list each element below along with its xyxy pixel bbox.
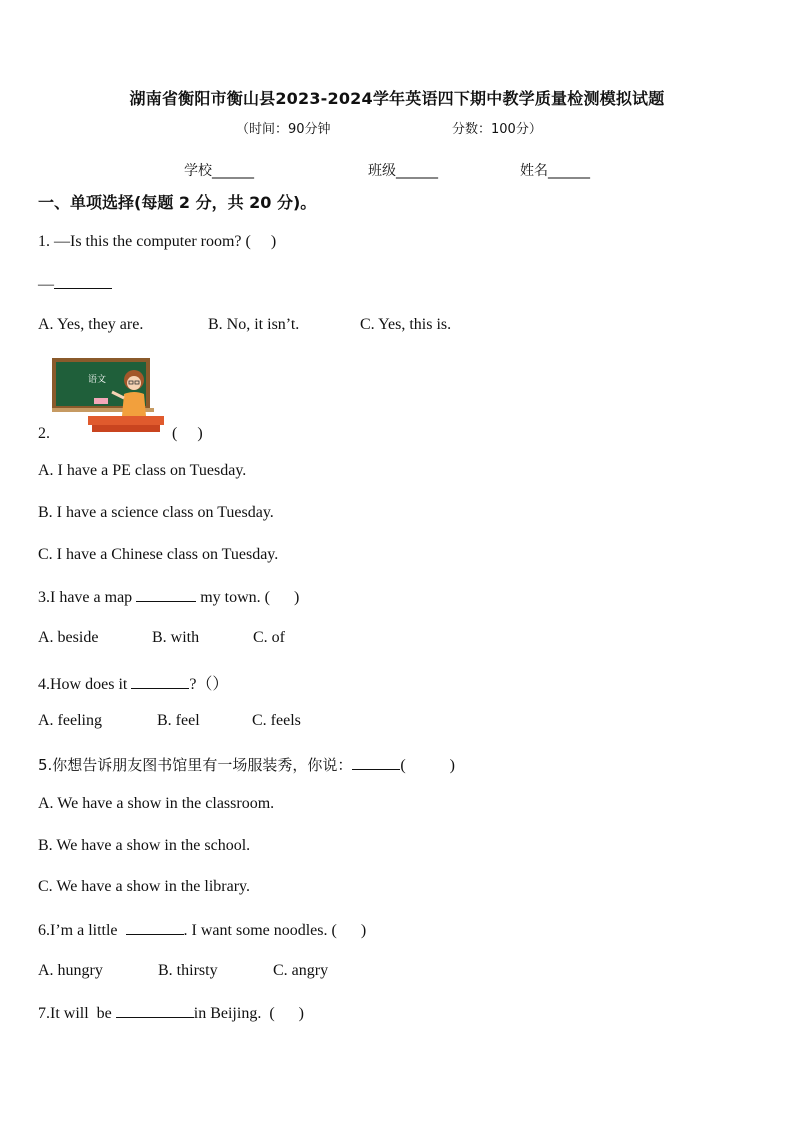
option-a[interactable]: A. hungry — [38, 962, 103, 979]
answer-blank[interactable] — [136, 587, 196, 602]
answer-blank[interactable] — [131, 674, 189, 689]
option-a[interactable]: A. Yes, they are. — [38, 316, 144, 333]
classroom-teacher-image — [52, 358, 168, 434]
question-5: 5.你想告诉朋友图书馆里有一场服装秀，你说： ( ) — [38, 756, 455, 774]
question-6-options — [38, 962, 328, 980]
question-2-option-b[interactable]: B. I have a science class on Tuesday. — [38, 504, 274, 521]
question-5-option-c[interactable]: C. We have a show in the library. — [38, 878, 250, 895]
question-7: 7.It will be in Beijing. ( ) — [38, 1005, 304, 1022]
option-c[interactable]: C. of — [253, 629, 285, 646]
total-score: 分数：100分） — [452, 122, 542, 137]
question-4-options — [38, 712, 301, 730]
answer-blank[interactable] — [116, 1003, 194, 1018]
option-c[interactable]: C. feels — [252, 712, 301, 729]
time-limit: （时间：90分钟 — [236, 122, 331, 137]
name-field[interactable]: 姓名______ — [520, 163, 590, 179]
answer-blank[interactable] — [126, 920, 184, 935]
question-3-options — [38, 629, 285, 647]
question-2-option-a[interactable]: A. I have a PE class on Tuesday. — [38, 462, 247, 479]
option-b[interactable]: B. with — [152, 629, 200, 646]
class-field[interactable]: 班级______ — [368, 163, 438, 179]
question-1-options — [38, 316, 451, 334]
section-heading: 一、单项选择(每题 2 分，共 20 分)。 — [38, 193, 317, 212]
board-text: 语文 — [88, 375, 107, 385]
question-5-option-a[interactable]: A. We have a show in the classroom. — [38, 795, 275, 812]
answer-blank[interactable] — [352, 755, 400, 770]
question-2-number: 2. — [38, 425, 50, 442]
question-1-answer-line[interactable] — [38, 274, 112, 294]
teacher-desk — [88, 416, 164, 425]
option-b[interactable]: B. thirsty — [158, 962, 218, 979]
exam-title: 湖南省衡阳市衡山县2023-2024学年英语四下期中教学质量检测模拟试题 — [129, 89, 665, 108]
question-1: 1. —Is this the computer room? ( ) — [38, 233, 277, 250]
option-b[interactable]: B. feel — [157, 712, 200, 729]
question-5-option-b[interactable]: B. We have a show in the school. — [38, 837, 251, 854]
teacher-body — [122, 392, 146, 416]
question-2-paren[interactable]: ( ) — [172, 425, 203, 442]
option-c[interactable]: C. Yes, this is. — [360, 316, 452, 333]
option-c[interactable]: C. angry — [273, 962, 329, 979]
school-field[interactable]: 学校______ — [184, 163, 254, 179]
answer-dash: — — [38, 276, 54, 293]
chalk-eraser — [94, 398, 108, 404]
question-3: 3.I have a map my town. ( ) — [38, 589, 300, 606]
option-a[interactable]: A. beside — [38, 629, 99, 646]
question-2-option-c[interactable]: C. I have a Chinese class on Tuesday. — [38, 546, 279, 563]
option-b[interactable]: B. No, it isn’t. — [208, 316, 300, 333]
question-4: 4.How does it ?（） — [38, 676, 229, 693]
question-6: 6.I’m a little . I want some noodles. ( ) — [38, 922, 367, 939]
option-a[interactable]: A. feeling — [38, 712, 102, 729]
answer-blank[interactable] — [54, 274, 112, 289]
